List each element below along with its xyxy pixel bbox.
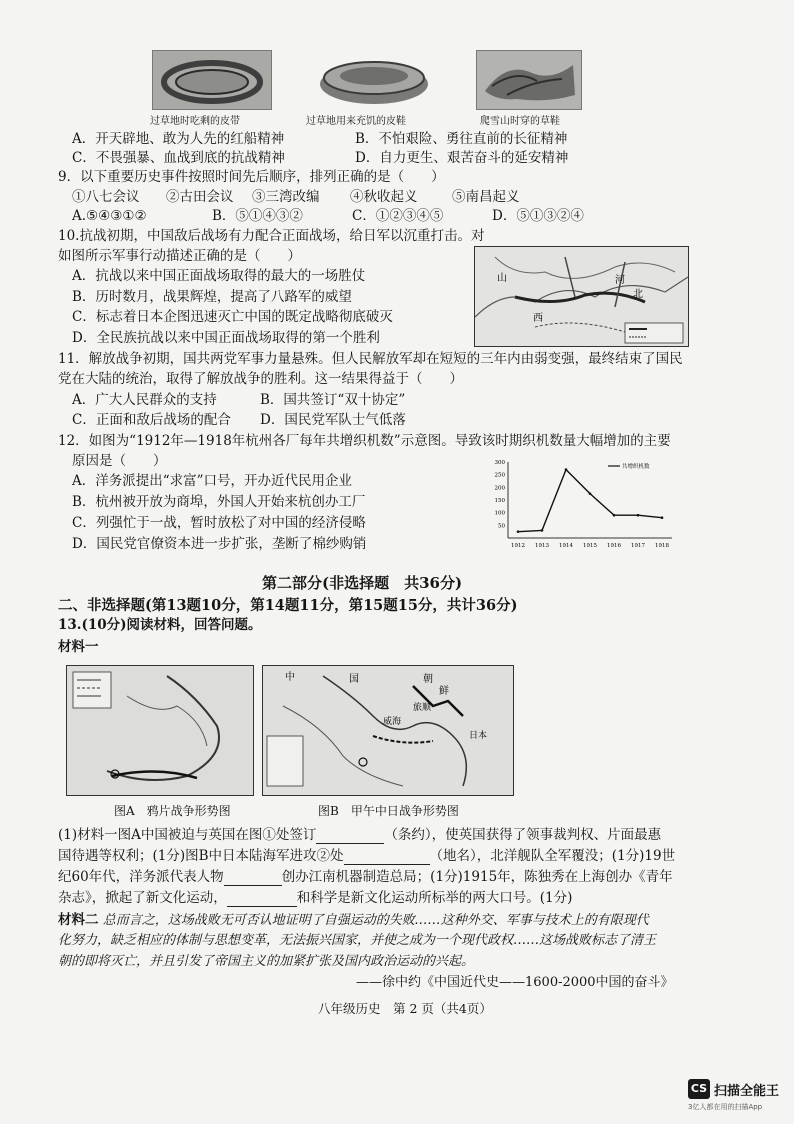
q11-stem-2: 党在大陆的统治，取得了解放战争的胜利。这一结果得益于（ ） — [58, 371, 463, 387]
q13-1-line-3 — [58, 868, 673, 886]
map-b-label-xian: 鲜 — [439, 686, 449, 697]
q13-1-line-2 — [58, 847, 675, 865]
photo-straw-sandals — [476, 50, 582, 110]
part2-section-header: 二、非选择题(第13题10分，第14题11分，第15题15分，共计36分) — [58, 597, 518, 614]
q9-item-3: ③三湾改编 — [252, 189, 320, 205]
q8-option-d[interactable]: D．自力更生、艰苦奋斗的延安精神 — [355, 150, 569, 166]
q12-option-d[interactable]: D．国民党官僚资本进一步扩张，垄断了棉纱购销 — [72, 536, 367, 552]
photo-leather-shoe — [315, 52, 433, 108]
photo-leather-belt — [152, 50, 272, 110]
material2-line-2: 化努力，缺乏相应的体制与思想变革，无法振兴国家，并使之成为一个现代政权……这场战败标志了清王 — [58, 933, 657, 948]
q10-map-label-xi: 西 — [533, 313, 543, 324]
shoe-image — [315, 52, 433, 108]
map-b-legend — [267, 736, 303, 786]
photo-caption-3: 爬雪山时穿的草鞋 — [480, 116, 560, 127]
sandals-image — [477, 51, 581, 109]
loom-chart — [482, 452, 682, 552]
q12-stem-2: 原因是（ ） — [72, 453, 167, 469]
chart-point — [589, 492, 592, 495]
photo-caption-1: 过草地时吃剩的皮带 — [150, 116, 240, 127]
q9-stem: 9．以下重要历史事件按照时间先后顺序，排列正确的是（ ） — [58, 169, 445, 185]
chart-point — [613, 514, 616, 517]
q9-option-a[interactable]: A.⑤④③①② — [72, 208, 147, 224]
q12-stem-1: 12．如图为“1912年—1918年杭州各厂每年共增织机数”示意图。导致该时期织机数量大幅增加的主要 — [58, 433, 671, 449]
camscanner-subtitle: 3亿人都在用的扫描App — [688, 1103, 763, 1111]
map-a-drawing — [67, 666, 253, 795]
part2-title: 第二部分(非选择题 共36分) — [262, 574, 463, 592]
q8-option-a[interactable]: A．开天辟地、敢为人先的红船精神 — [72, 131, 285, 147]
q13-1-line-4b: 和科学是新文化运动所标举的两大口号。(1分) — [296, 890, 573, 906]
map-a-opium-war — [66, 665, 254, 796]
q10-option-b[interactable]: B．历时数月，战果辉煌，提高了八路军的威望 — [72, 289, 352, 305]
material2-line-3: 朝的即将灭亡，并且引发了帝国主义的加紧扩张及国内政治运动的兴起。 — [58, 954, 475, 969]
map-b-label-guo: 国 — [349, 674, 359, 685]
chart-x-tick-label: 1915 — [583, 543, 597, 549]
material2-line-1 — [58, 911, 649, 930]
chart-x-tick-label: 1913 — [535, 543, 549, 549]
place-answer-blank[interactable] — [344, 848, 430, 865]
material2-text-1: 总而言之，这场战败无可否认地证明了自强运动的失败……这种外交、军事与技术上的有限现代 — [102, 913, 649, 928]
chart-y-tick-label: 150 — [494, 498, 505, 504]
chart-x-tick-label: 1917 — [631, 543, 645, 549]
q10-map-drawing — [475, 247, 688, 346]
q12-option-b[interactable]: B．杭州被开放为商埠，外国人开始来杭创办工厂 — [72, 494, 366, 510]
chart-background — [482, 452, 682, 552]
treaty-answer-blank[interactable] — [316, 827, 384, 844]
person-answer-blank[interactable] — [224, 869, 282, 886]
material1-label: 材料一 — [58, 639, 99, 655]
q10-option-c[interactable]: C．标志着日本企图迅速灭亡中国的既定战略彻底破灭 — [72, 309, 393, 325]
q11-option-a[interactable]: A．广大人民群众的支持 — [72, 392, 217, 408]
material2-source: ——徐中约《中国近代史——1600-2000中国的奋斗》 — [356, 975, 674, 990]
chart-legend-label: 共增织机数 — [622, 464, 650, 470]
q9-option-b[interactable]: B．⑤①④③② — [212, 208, 303, 224]
map-b-label-japan: 日本 — [469, 731, 488, 741]
map-b-label-lushun: 旅顺 — [413, 703, 432, 713]
map-b-label-weihai: 威海 — [383, 717, 402, 727]
chart-y-tick-label: 200 — [494, 485, 505, 492]
map-a-caption: 图A 鸦片战争形势图 — [114, 804, 231, 818]
chart-point — [541, 529, 544, 532]
page-footer: 八年级历史 第 2 页（共4页） — [318, 1001, 492, 1016]
map-b-sino-japanese-war — [262, 665, 514, 796]
q8-option-c[interactable]: C．不畏强暴、血战到底的抗战精神 — [72, 150, 285, 166]
chart-x-tick-label: 1914 — [559, 543, 573, 549]
q13-1-line-4 — [58, 889, 572, 907]
q11-option-d[interactable]: D．国民党军队士气低落 — [260, 412, 406, 428]
chart-x-tick-label: 1916 — [607, 543, 621, 549]
q10-map-label-he: 河 — [615, 275, 625, 286]
q8-option-b[interactable]: B．不怕艰险、勇往直前的长征精神 — [355, 131, 568, 147]
q9-item-2: ②古田会议 — [166, 189, 234, 205]
map-b-label-chao: 朝 — [423, 674, 433, 685]
q13-1-line-2b: （地名），北洋舰队全军覆没；(1分)19世 — [429, 848, 676, 864]
q10-map-legend — [625, 323, 683, 343]
q10-map-label-shan: 山 — [497, 273, 507, 284]
q9-option-d[interactable]: D．⑤①③②④ — [492, 208, 584, 224]
q10-stem-1: 10.抗战初期，中国敌后战场有力配合正面战场，给日军以沉重打击。对 — [58, 228, 485, 244]
q11-stem-1: 11．解放战争初期，国共两党军事力量悬殊。但人民解放军却在短短的三年内由弱变强，最终结束了国民 — [58, 351, 683, 367]
q11-option-b[interactable]: B．国共签订“双十协定” — [260, 392, 406, 408]
q13-1-line-1b: （条约），使英国获得了领事裁判权、片面最惠 — [384, 827, 662, 843]
q9-option-c[interactable]: C．①②③④⑤ — [352, 208, 444, 224]
material2-label: 材料二 — [58, 912, 99, 928]
q10-option-a[interactable]: A．抗战以来中国正面战场取得的最大的一场胜仗 — [72, 268, 366, 284]
q13-1-line-2a: 国待遇等权利；(1分)图B中日本陆海军进攻②处 — [58, 848, 344, 864]
q13-1-line-4a: 杂志》，掀起了新文化运动， — [58, 890, 227, 906]
q9-item-4: ④秋收起义 — [350, 189, 418, 205]
q13-1-line-3a: 纪60年代，洋务派代表人物 — [58, 869, 224, 885]
camscanner-badge: CS — [688, 1079, 710, 1099]
q10-option-d[interactable]: D．全民族抗战以来中国正面战场取得的第一个胜利 — [72, 330, 380, 346]
chart-point — [565, 468, 568, 471]
chart-point — [637, 514, 640, 517]
q10-map-label-bei: 北 — [633, 289, 643, 300]
chart-point — [517, 530, 520, 533]
q10-stem-2: 如图所示军事行动描述正确的是（ ） — [58, 248, 301, 264]
map-b-caption: 图B 甲午中日战争形势图 — [318, 804, 459, 818]
chart-y-tick-label: 50 — [498, 523, 505, 530]
map-a-legend — [73, 672, 111, 708]
chart-point — [661, 516, 664, 519]
q13-1-line-3b: 创办江南机器制造总局；(1分)1915年，陈独秀在上海创办《青年 — [281, 869, 673, 885]
q9-item-1: ①八七会议 — [72, 189, 140, 205]
q12-option-a[interactable]: A．洋务派提出“求富”口号，开办近代民用企业 — [72, 473, 353, 489]
chart-y-tick-label: 100 — [494, 510, 505, 517]
chart-x-tick-label: 1912 — [511, 543, 525, 549]
scanner-watermark — [688, 1079, 788, 1115]
q13-1-line-1a: (1)材料一图A中国被迫与英国在图①处签订 — [58, 827, 317, 843]
belt-image — [153, 51, 271, 109]
q11-option-c[interactable]: C．正面和敌后战场的配合 — [72, 412, 231, 428]
slogan-answer-blank[interactable] — [227, 890, 297, 907]
chart-y-tick-label: 300 — [494, 460, 505, 466]
q12-option-c[interactable]: C．列强忙于一战，暂时放松了对中国的经济侵略 — [72, 515, 366, 531]
q10-battle-map — [474, 246, 689, 347]
q9-item-5: ⑤南昌起义 — [452, 189, 520, 205]
q13-1-line-1 — [58, 826, 661, 844]
photo-caption-2: 过草地用来充饥的皮鞋 — [306, 116, 406, 127]
map-b-label-zhong: 中 — [285, 672, 295, 683]
chart-y-tick-label: 250 — [494, 472, 505, 479]
q13-stem: 13.(10分)阅读材料，回答问题。 — [58, 617, 262, 633]
camscanner-title: 扫描全能王 — [714, 1084, 780, 1099]
map-b-drawing — [263, 666, 513, 795]
chart-x-tick-label: 1918 — [655, 543, 669, 549]
